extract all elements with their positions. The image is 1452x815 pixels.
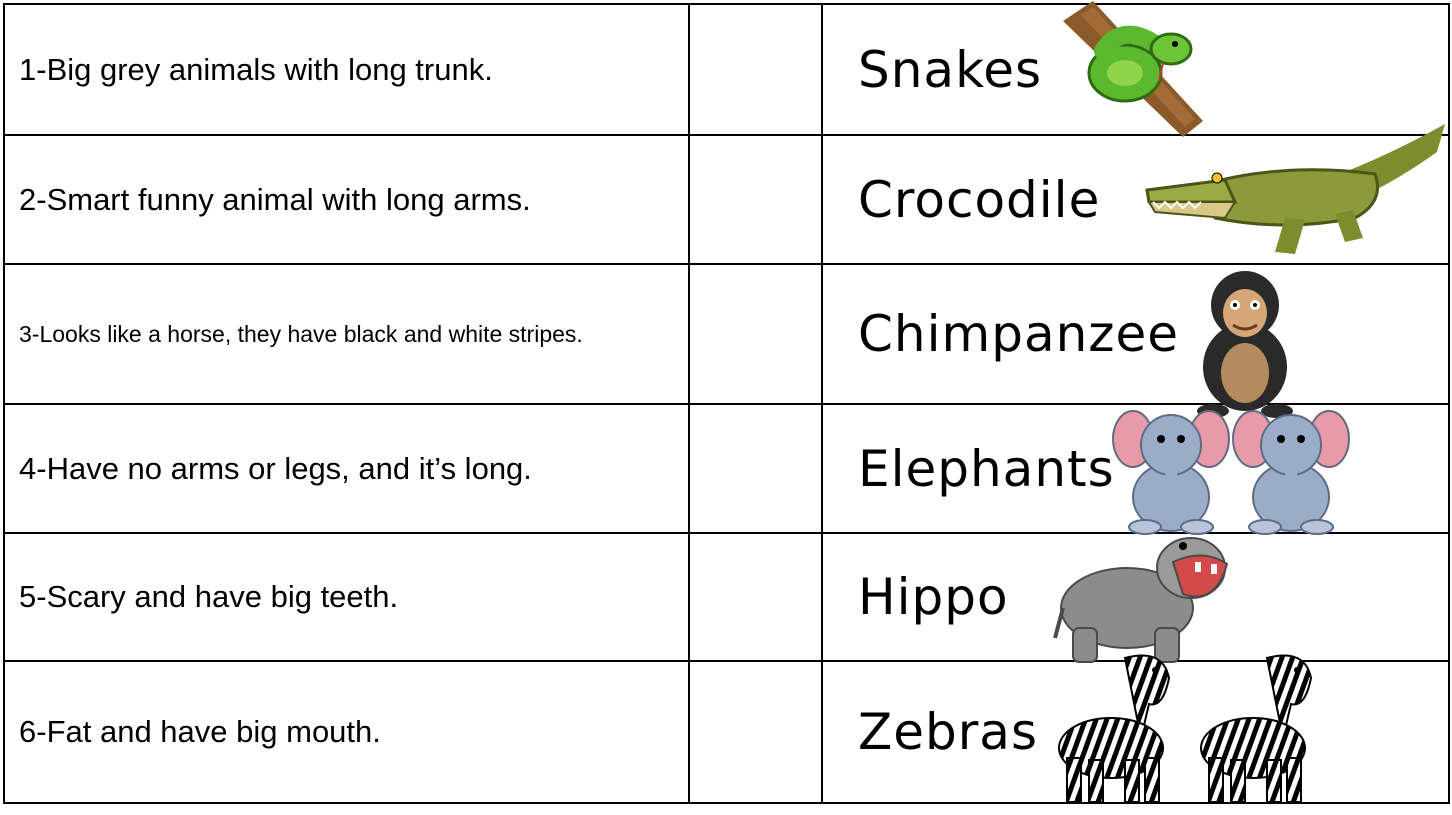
answer-blank-cell[interactable] — [689, 661, 822, 803]
answer-option-cell — [822, 4, 1449, 135]
clue-cell: 3-Looks like a horse, they have black and white stripes. — [4, 264, 689, 404]
table-row — [4, 135, 1449, 264]
table-row — [4, 533, 1449, 661]
answer-blank-cell[interactable] — [689, 264, 822, 404]
elephant-icon — [1115, 403, 1227, 535]
elephant-icon — [1235, 403, 1347, 535]
clue-cell: 1-Big grey animals with long trunk. — [4, 4, 689, 135]
zebra-icon — [1045, 648, 1179, 804]
clue-cell: 4-Have no arms or legs, and it’s long. — [4, 404, 689, 533]
clue-cell: 2-Smart funny animal with long arms. — [4, 135, 689, 264]
answer-option-cell — [822, 264, 1449, 404]
table-row — [4, 661, 1449, 803]
table-row — [4, 4, 1449, 135]
crocodile-icon — [1145, 122, 1447, 262]
answer-blank-cell[interactable] — [689, 404, 822, 533]
zebra-icon — [1187, 648, 1321, 804]
answer-word: Snakes — [858, 40, 1043, 99]
answer-option-cell — [822, 404, 1449, 533]
answer-option-cell — [822, 661, 1449, 803]
answer-blank-cell[interactable] — [689, 533, 822, 661]
answer-word: Chimpanzee — [858, 305, 1180, 363]
answer-word: Zebras — [858, 703, 1038, 761]
clue-cell: 6-Fat and have big mouth. — [4, 661, 689, 803]
answer-word: Elephants — [858, 439, 1115, 498]
answer-option-cell — [822, 135, 1449, 264]
chimpanzee-icon — [1183, 261, 1303, 421]
clue-cell: 5-Scary and have big teeth. — [4, 533, 689, 661]
hippo-icon — [1055, 528, 1231, 666]
answer-word: Hippo — [858, 568, 1009, 626]
answer-option-cell — [822, 533, 1449, 661]
matching-worksheet-table — [3, 3, 1450, 804]
answer-blank-cell[interactable] — [689, 135, 822, 264]
table-row — [4, 404, 1449, 533]
snake-icon — [1063, 1, 1203, 137]
answer-word: Crocodile — [858, 170, 1101, 229]
table-row — [4, 264, 1449, 404]
answer-blank-cell[interactable] — [689, 4, 822, 135]
